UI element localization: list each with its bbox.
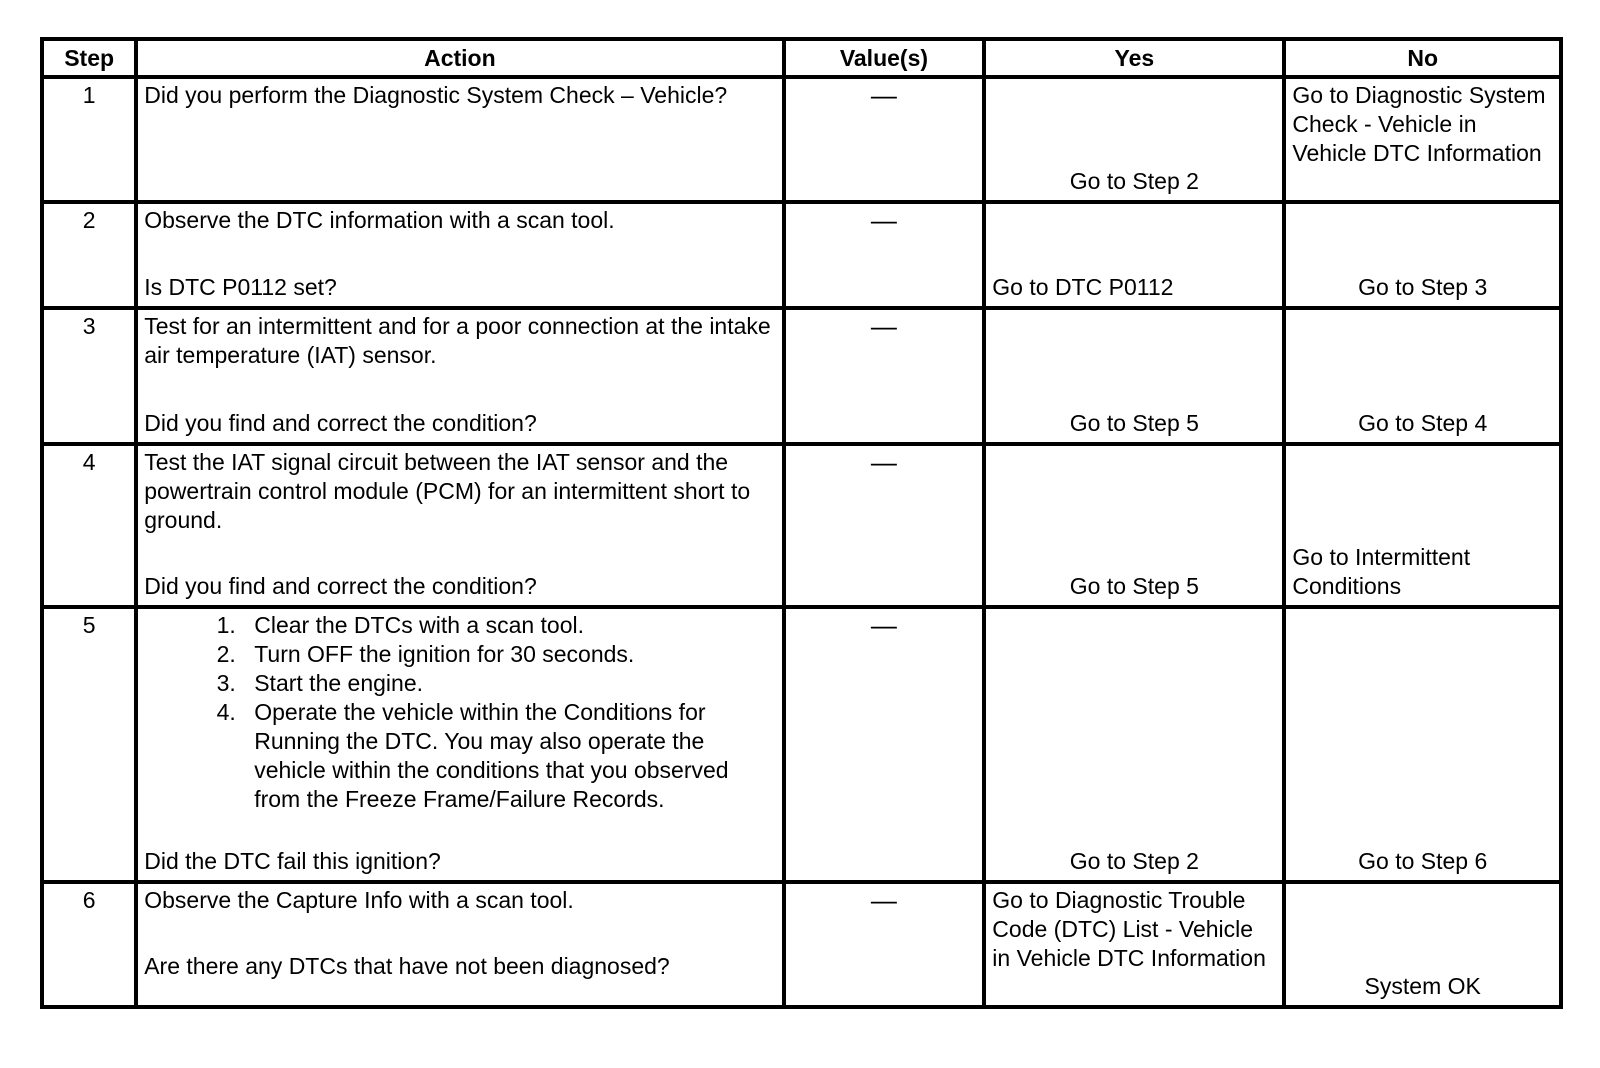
action-cell: [136, 202, 783, 308]
value-cell: —: [784, 607, 985, 882]
no-cell: [1284, 882, 1561, 1007]
no-cell: [1284, 77, 1561, 202]
action-cell: [136, 882, 783, 1007]
value-cell: —: [784, 202, 985, 308]
no-link[interactable]: Go to Diagnostic System Check - Vehicle in Vehicle DTC Information: [1292, 82, 1546, 166]
action-text: Observe the Capture Info with a scan tool.: [144, 887, 574, 913]
no-cell: [1284, 444, 1561, 607]
yes-cell: [984, 77, 1284, 202]
action-question: Did you find and correct the condition?: [144, 410, 537, 436]
header-step: Step: [42, 39, 136, 77]
value-cell: —: [784, 882, 985, 1007]
step-number: 5: [42, 607, 136, 882]
step-number: 1: [42, 77, 136, 202]
no-link[interactable]: Go to Step 4: [1358, 410, 1488, 436]
procedure-item: 1. Clear the DTCs with a scan tool.: [242, 611, 775, 640]
yes-cell: [984, 607, 1284, 882]
header-row: [42, 39, 1561, 77]
no-link[interactable]: Go to Step 6: [1358, 848, 1488, 874]
action-cell: [136, 308, 783, 444]
no-cell: [1284, 607, 1561, 882]
table-row: [42, 77, 1561, 202]
yes-link[interactable]: Go to Step 2: [1069, 168, 1199, 194]
value-cell: —: [784, 308, 985, 444]
procedure-item: 4. Operate the vehicle within the Conditions for Running the DTC. You may also operate the vehicle within the conditions that you observed from the Freeze Frame/Failure Records.: [242, 698, 775, 814]
step-number: 2: [42, 202, 136, 308]
header-action: Action: [136, 39, 783, 77]
step-number: 6: [42, 882, 136, 1007]
yes-cell: [984, 444, 1284, 607]
table-row: [42, 308, 1561, 444]
yes-link[interactable]: Go to Step 5: [1069, 410, 1199, 436]
step-number: 4: [42, 444, 136, 607]
procedure-list: [144, 611, 775, 814]
table-row: [42, 202, 1561, 308]
action-text: Test the IAT signal circuit between the IAT sensor and the powertrain control module (PCM) for an intermittent short to ground.: [144, 449, 751, 533]
value-cell: —: [784, 77, 985, 202]
action-question: Is DTC P0112 set?: [144, 274, 337, 300]
value-cell: —: [784, 444, 985, 607]
action-question: Did you find and correct the condition?: [144, 573, 537, 599]
yes-cell: [984, 882, 1284, 1007]
no-link[interactable]: System OK: [1364, 973, 1481, 999]
header-yes: Yes: [984, 39, 1284, 77]
action-cell: [136, 607, 783, 882]
yes-link[interactable]: Go to Step 2: [1069, 848, 1199, 874]
action-cell: [136, 444, 783, 607]
table-row: [42, 882, 1561, 1007]
header-no: No: [1284, 39, 1561, 77]
step-number: 3: [42, 308, 136, 444]
no-cell: [1284, 202, 1561, 308]
no-link[interactable]: Go to Intermittent Conditions: [1292, 544, 1471, 599]
header-values: Value(s): [784, 39, 985, 77]
diagnostic-table: [40, 37, 1563, 1009]
action-question: Are there any DTCs that have not been diagnosed?: [144, 953, 670, 979]
yes-link[interactable]: Go to Diagnostic Trouble Code (DTC) List - Vehicle in Vehicle DTC Information: [992, 887, 1266, 971]
action-text: Did you perform the Diagnostic System Check – Vehicle?: [144, 82, 728, 108]
table-row: [42, 607, 1561, 882]
action-cell: [136, 77, 783, 202]
yes-cell: [984, 202, 1284, 308]
procedure-item: 3. Start the engine.: [242, 669, 775, 698]
action-text: Observe the DTC information with a scan tool.: [144, 207, 615, 233]
yes-link[interactable]: Go to DTC P0112: [992, 274, 1174, 300]
yes-link[interactable]: Go to Step 5: [1069, 573, 1199, 599]
yes-cell: [984, 308, 1284, 444]
action-text: Test for an intermittent and for a poor connection at the intake air temperature (IAT) sensor.: [144, 313, 771, 368]
no-link[interactable]: Go to Step 3: [1358, 274, 1488, 300]
action-question: Did the DTC fail this ignition?: [144, 848, 441, 874]
no-cell: [1284, 308, 1561, 444]
procedure-item: 2. Turn OFF the ignition for 30 seconds.: [242, 640, 775, 669]
table-row: [42, 444, 1561, 607]
